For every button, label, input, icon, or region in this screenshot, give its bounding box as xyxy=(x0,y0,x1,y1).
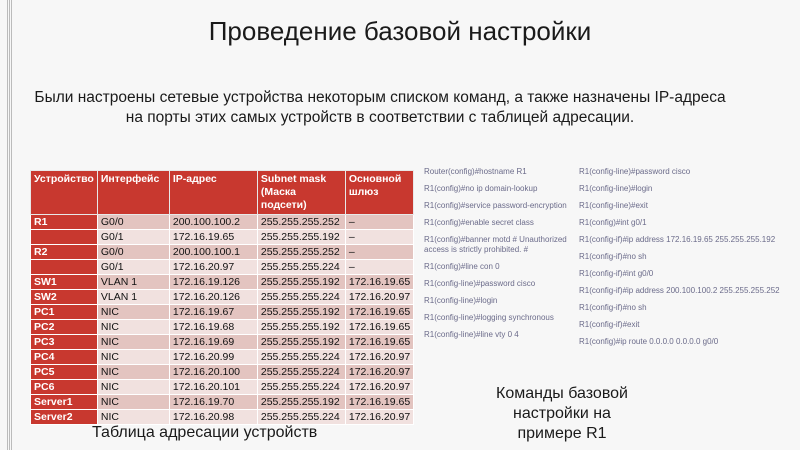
table-row xyxy=(31,215,414,230)
cell-interface: NIC xyxy=(97,335,169,350)
cell-device: PC6 xyxy=(31,380,98,395)
cell-gateway: – xyxy=(345,245,413,260)
cell-gateway: 172.16.19.65 xyxy=(345,320,413,335)
cell-subnet-mask: 255.255.255.192 xyxy=(257,320,345,335)
command-line: R1(config-line)#exit xyxy=(579,201,648,210)
table-row xyxy=(31,320,414,335)
command-line: R1(config)#banner motd # Unauthorized access is strictly prohibited. # xyxy=(424,235,567,254)
cell-interface: NIC xyxy=(97,350,169,365)
column-header-interface: Интерфейс xyxy=(97,171,169,215)
cell-interface: NIC xyxy=(97,305,169,320)
cell-ip: 172.16.19.67 xyxy=(169,305,257,320)
cell-interface: G0/0 xyxy=(97,215,169,230)
cell-ip: 172.16.19.68 xyxy=(169,320,257,335)
command-line: R1(config)#ip route 0.0.0.0 0.0.0.0 g0/0 xyxy=(579,337,719,346)
cell-subnet-mask: 255.255.255.192 xyxy=(257,275,345,290)
command-line: R1(config-line)#login xyxy=(579,184,653,193)
column-header-ip: IP-адрес xyxy=(169,171,257,215)
cell-ip: 200.100.100.2 xyxy=(169,215,257,230)
command-line: R1(config-line)#password cisco xyxy=(424,279,536,288)
table-row xyxy=(31,275,414,290)
cell-interface: VLAN 1 xyxy=(97,290,169,305)
cell-gateway: – xyxy=(345,215,413,230)
cell-gateway: 172.16.20.97 xyxy=(345,365,413,380)
cell-interface: NIC xyxy=(97,365,169,380)
cell-device xyxy=(31,260,98,275)
cell-device: Server2 xyxy=(31,410,98,425)
cell-gateway: 172.16.19.65 xyxy=(345,395,413,410)
cell-subnet-mask: 255.255.255.192 xyxy=(257,335,345,350)
cell-device: SW2 xyxy=(31,290,98,305)
command-line: R1(config-if)#exit xyxy=(579,320,640,329)
command-line: R1(config)#int g0/1 xyxy=(579,218,647,227)
cell-interface: NIC xyxy=(97,320,169,335)
command-line: R1(config-if)#no sh xyxy=(579,252,647,261)
cell-device: PC1 xyxy=(31,305,98,320)
cell-device: PC5 xyxy=(31,365,98,380)
table-row xyxy=(31,335,414,350)
command-line: R1(config-line)#login xyxy=(424,296,498,305)
decorative-stripes xyxy=(0,0,14,450)
command-line: R1(config-line)#line vty 0 4 xyxy=(424,330,519,339)
cell-subnet-mask: 255.255.255.224 xyxy=(257,410,345,425)
table-row xyxy=(31,260,414,275)
column-header-gateway: Основной шлюз xyxy=(345,171,413,215)
table-row xyxy=(31,410,414,425)
command-line: R1(config-line)#logging synchronous xyxy=(424,313,554,322)
table-row xyxy=(31,365,414,380)
cell-gateway: 172.16.20.97 xyxy=(345,380,413,395)
cell-device: Server1 xyxy=(31,395,98,410)
cell-ip: 200.100.100.1 xyxy=(169,245,257,260)
cell-subnet-mask: 255.255.255.224 xyxy=(257,350,345,365)
cell-device: R1 xyxy=(31,215,98,230)
intro-text: Были настроены сетевые устройства некоторым списком команд, а также назначены IP-адреса на порты этих самых устройств в соответствии с таблицей адресации. xyxy=(34,89,726,126)
command-line: R1(config)#enable secret class xyxy=(424,218,534,227)
cell-ip: 172.16.20.99 xyxy=(169,350,257,365)
table-header-row xyxy=(31,171,414,215)
cell-interface: G0/1 xyxy=(97,230,169,245)
cell-interface: G0/1 xyxy=(97,260,169,275)
cell-interface: VLAN 1 xyxy=(97,275,169,290)
cell-gateway: – xyxy=(345,260,413,275)
command-line: R1(config)#service password-encryption xyxy=(424,201,567,210)
column-header-device: Устройство xyxy=(31,171,98,215)
table-row xyxy=(31,305,414,320)
cell-device: R2 xyxy=(31,245,98,260)
cell-subnet-mask: 255.255.255.252 xyxy=(257,215,345,230)
cell-subnet-mask: 255.255.255.224 xyxy=(257,290,345,305)
command-line: R1(config-line)#password cisco xyxy=(579,167,691,176)
table-caption: Таблица адресации устройств xyxy=(92,424,318,441)
command-line: R1(config)#no ip domain-lookup xyxy=(424,184,538,193)
commands-caption: Команды базовой настройки на примере R1 xyxy=(496,385,628,442)
cell-interface: NIC xyxy=(97,380,169,395)
command-line: R1(config-if)#ip address 200.100.100.2 255.255.255.252 xyxy=(579,286,780,295)
table-row xyxy=(31,380,414,395)
cell-subnet-mask: 255.255.255.192 xyxy=(257,395,345,410)
cell-subnet-mask: 255.255.255.252 xyxy=(257,245,345,260)
addressing-table xyxy=(30,170,414,425)
cell-interface: NIC xyxy=(97,395,169,410)
cell-device: PC3 xyxy=(31,335,98,350)
commands-list-left xyxy=(424,167,576,347)
table-row xyxy=(31,290,414,305)
cell-device xyxy=(31,230,98,245)
command-line: R1(config-if)#int g0/0 xyxy=(579,269,654,278)
cell-ip: 172.16.20.100 xyxy=(169,365,257,380)
cell-ip: 172.16.19.70 xyxy=(169,395,257,410)
cell-subnet-mask: 255.255.255.224 xyxy=(257,260,345,275)
cell-ip: 172.16.19.126 xyxy=(169,275,257,290)
table-row xyxy=(31,245,414,260)
table-row xyxy=(31,350,414,365)
cell-ip: 172.16.19.69 xyxy=(169,335,257,350)
command-line: R1(config-if)#ip address 172.16.19.65 255.255.255.192 xyxy=(579,235,776,244)
cell-ip: 172.16.20.126 xyxy=(169,290,257,305)
table-row xyxy=(31,230,414,245)
cell-gateway: 172.16.19.65 xyxy=(345,335,413,350)
cell-subnet-mask: 255.255.255.192 xyxy=(257,305,345,320)
table-row xyxy=(31,395,414,410)
command-line: R1(config-if)#no sh xyxy=(579,303,647,312)
cell-gateway: 172.16.19.65 xyxy=(345,305,413,320)
cell-gateway: 172.16.20.97 xyxy=(345,410,413,425)
slide-title: Проведение базовой настройки xyxy=(208,16,592,46)
commands-list-right xyxy=(579,167,799,354)
cell-ip: 172.16.20.98 xyxy=(169,410,257,425)
cell-subnet-mask: 255.255.255.224 xyxy=(257,380,345,395)
cell-ip: 172.16.19.65 xyxy=(169,230,257,245)
cell-interface: NIC xyxy=(97,410,169,425)
cell-ip: 172.16.20.97 xyxy=(169,260,257,275)
cell-interface: G0/0 xyxy=(97,245,169,260)
command-line: R1(config)#line con 0 xyxy=(424,262,500,271)
cell-gateway: 172.16.19.65 xyxy=(345,275,413,290)
column-header-subnet-mask: Subnet mask (Маска подсети) xyxy=(257,171,345,215)
cell-ip: 172.16.20.101 xyxy=(169,380,257,395)
cell-gateway: – xyxy=(345,230,413,245)
cell-device: PC4 xyxy=(31,350,98,365)
cell-device: PC2 xyxy=(31,320,98,335)
cell-gateway: 172.16.20.97 xyxy=(345,350,413,365)
cell-device: SW1 xyxy=(31,275,98,290)
cell-subnet-mask: 255.255.255.192 xyxy=(257,230,345,245)
command-line: Router(config)#hostname R1 xyxy=(424,167,527,176)
cell-subnet-mask: 255.255.255.224 xyxy=(257,365,345,380)
cell-gateway: 172.16.20.97 xyxy=(345,290,413,305)
